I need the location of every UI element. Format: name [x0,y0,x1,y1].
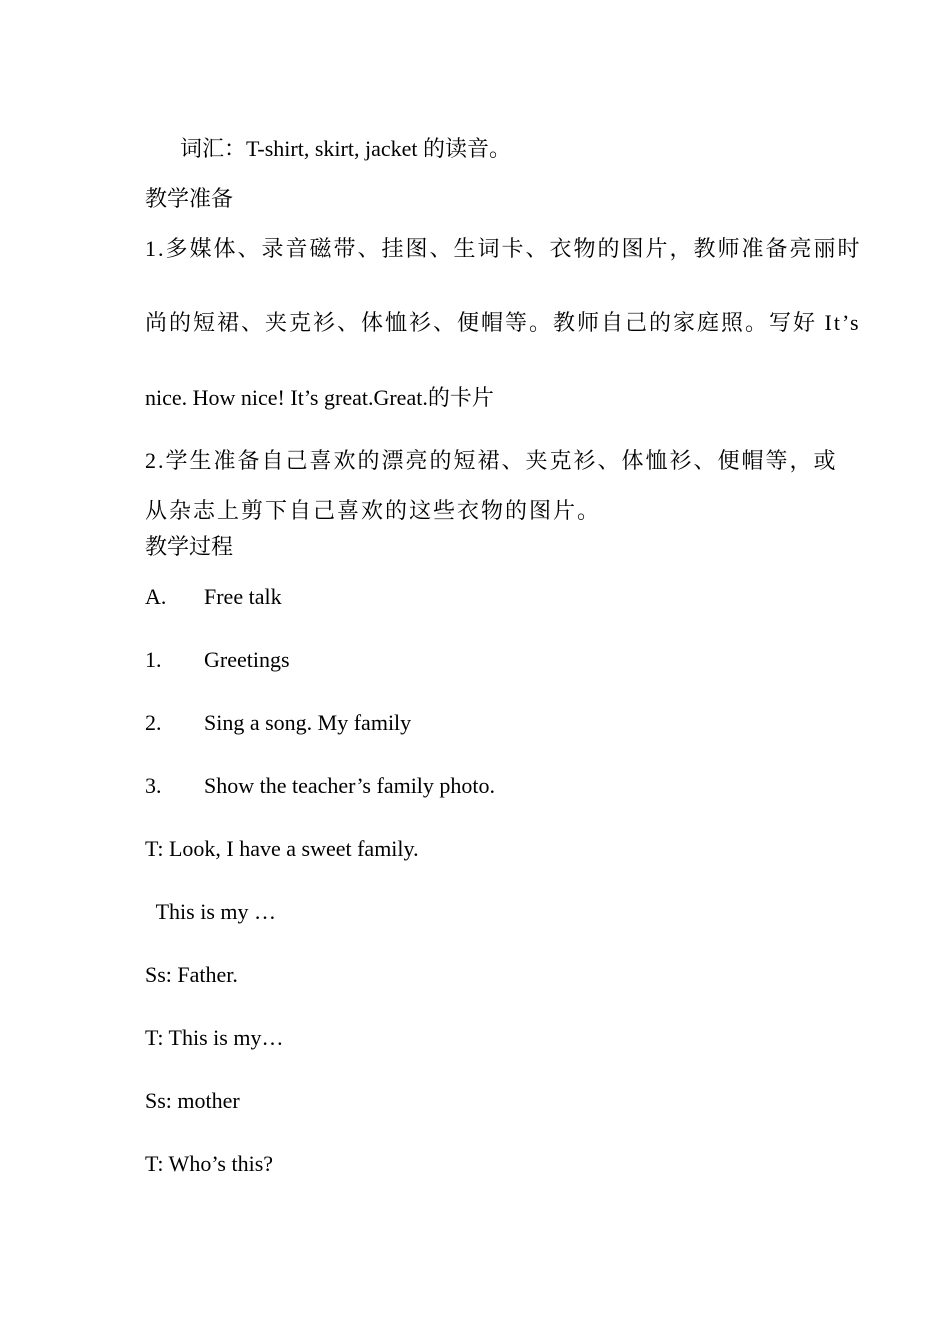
section-a [145,582,282,612]
prep-heading: 教学准备 [145,186,234,211]
step-1 [145,645,290,675]
step-text: Greetings [204,647,290,672]
vocab-line: 词汇：T-shirt, skirt, jacket 的读音。 [180,136,511,161]
step-marker: 3. [145,773,162,798]
dialogue-line: Ss: Father. [145,962,238,987]
prep-item1-line1: 1.多媒体、录音磁带、挂图、生词卡、衣物的图片，教师准备亮丽时 [145,236,862,261]
section-a-text: Free talk [204,584,282,609]
dialogue-line: T: Who’s this? [145,1151,274,1176]
dialogue-line: T: Look, I have a sweet family. [145,836,419,861]
step-3 [145,771,495,801]
dialogue-line: This is my … [145,899,277,924]
prep-item1-line2: 尚的短裙、夹克衫、体恤衫、便帽等。教师自己的家庭照。写好 It’s [145,310,861,335]
process-heading: 教学过程 [145,534,234,559]
dialogue-line: Ss: mother [145,1088,240,1113]
dialogue-line: T: This is my… [145,1025,284,1050]
step-text: Show the teacher’s family photo. [204,773,496,798]
step-text: Sing a song. My family [204,710,412,735]
step-marker: 1. [145,647,162,672]
prep-item2-line1: 2.学生准备自己喜欢的漂亮的短裙、夹克衫、体恤衫、便帽等，或 [145,448,838,473]
step-2 [145,708,411,738]
prep-item2-line2: 从杂志上剪下自己喜欢的这些衣物的图片。 [145,498,602,523]
step-marker: 2. [145,710,162,735]
prep-item1-line3: nice. How nice! It’s great.Great.的卡片 [145,385,494,410]
section-a-marker: A. [145,584,167,609]
